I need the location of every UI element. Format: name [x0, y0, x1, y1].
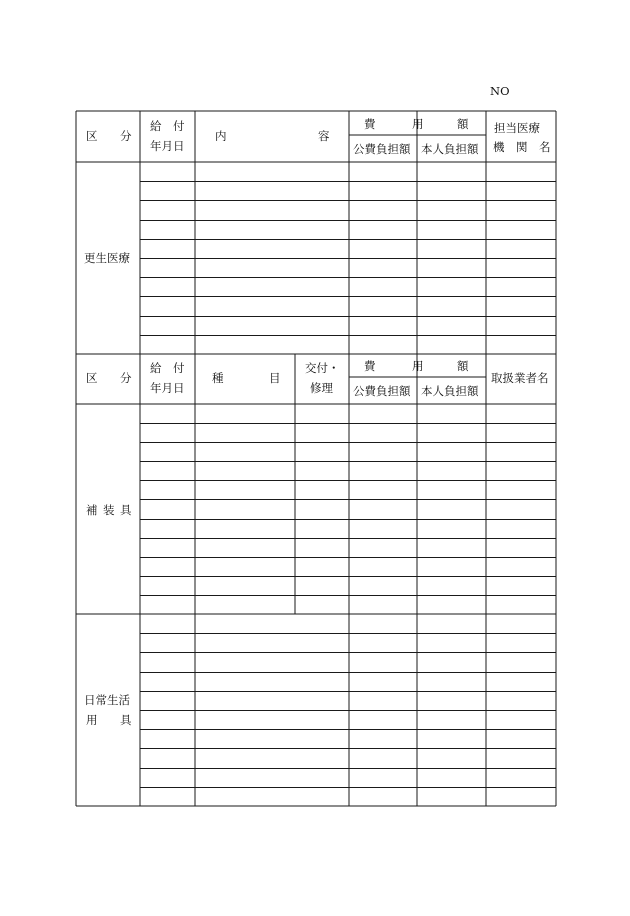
daily-living-label-1: 日常生活 — [84, 693, 130, 707]
prosthetic-label-c: 具 — [120, 503, 132, 517]
prosthetic-label-b: 装 — [103, 503, 115, 517]
content-header-b: 容 — [318, 129, 330, 143]
kubun-header-2b: 分 — [120, 371, 132, 385]
cost-header-2b: 用 — [412, 359, 424, 373]
date-header-2b: 付 — [173, 361, 185, 375]
cost-header-2a: 費 — [364, 359, 376, 373]
date-header-2c: 年月日 — [150, 381, 185, 395]
date-header-1b: 付 — [173, 119, 185, 133]
issue-header-2: 修理 — [310, 381, 333, 395]
table-lines — [76, 111, 556, 806]
self-burden-header-1: 本人負担額 — [421, 142, 479, 156]
item-header-a: 種 — [212, 371, 224, 385]
public-burden-header-1: 公費負担額 — [353, 142, 411, 156]
institution-header-1: 担当医療 — [494, 121, 540, 135]
self-burden-header-2: 本人負担額 — [421, 384, 479, 398]
issue-header-1: 交付・ — [305, 361, 340, 375]
kubun-header-1b: 分 — [120, 129, 132, 143]
institution-header-2b: 関 — [516, 140, 528, 154]
content-header-a: 内 — [215, 129, 227, 143]
date-header-2a: 給 — [150, 361, 162, 375]
item-header-b: 目 — [269, 371, 281, 385]
daily-living-label-2a: 用 — [86, 713, 98, 727]
date-header-1c: 年月日 — [150, 139, 185, 153]
institution-header-2a: 機 — [493, 140, 505, 154]
dealer-header: 取扱業者名 — [491, 371, 549, 385]
cost-header-1c: 額 — [457, 117, 469, 131]
kubun-header-1a: 区 — [86, 129, 98, 143]
cost-header-1b: 用 — [412, 117, 424, 131]
medical-section-label: 更生医療 — [84, 251, 130, 265]
cost-header-1a: 費 — [364, 117, 376, 131]
prosthetic-label-a: 補 — [86, 503, 98, 517]
kubun-header-2a: 区 — [86, 371, 98, 385]
form-number-label: NO — [490, 84, 510, 98]
cost-header-2c: 額 — [457, 359, 469, 373]
daily-living-label-2b: 具 — [120, 713, 132, 727]
public-burden-header-2: 公費負担額 — [353, 384, 411, 398]
date-header-1a: 給 — [150, 119, 162, 133]
institution-header-2c: 名 — [539, 140, 551, 154]
